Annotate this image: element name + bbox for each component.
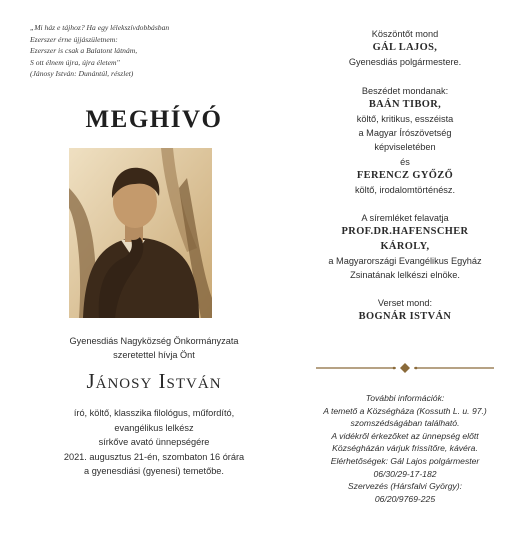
detail-line: 2021. augusztus 21-én, szombaton 16 órára xyxy=(63,451,245,462)
additional-info xyxy=(296,392,514,505)
info-line: Szervezés (Hársfalvi György): xyxy=(347,481,463,492)
greeting-intro: Köszöntőt mond xyxy=(371,29,439,39)
poem-line: Ezerszer is csak a Balatont látnám, xyxy=(30,46,138,56)
unveil-name-line: KÁROLY, xyxy=(380,240,430,252)
ornament-divider xyxy=(316,363,494,373)
info-line: A temető a Községháza (Kossuth L. u. 97.) xyxy=(323,405,487,416)
speaker2-name: FERENCZ GYŐZŐ xyxy=(356,169,454,181)
unveil-intro: A síremléket felavatja xyxy=(361,213,449,224)
greeting-speaker-name: GÁL LAJOS, xyxy=(372,42,438,54)
portrait-illustration xyxy=(69,148,212,318)
poem-line: S ott élnem újra, újra életem" xyxy=(30,57,120,67)
invitation-title: MEGHÍVÓ xyxy=(85,106,223,133)
inviter-line: Gyenesdiás Nagyközség Önkormányzata xyxy=(69,336,239,346)
info-phone: 06/30/29-17-182 xyxy=(373,468,437,479)
info-line: További információk: xyxy=(365,393,445,403)
detail-line: a gyenesdiási (gyenesi) temetőbe. xyxy=(84,466,224,477)
detail-line: evangélikus lelkész xyxy=(114,422,194,433)
speaker1-role-line: a Magyar Írószövetség xyxy=(358,128,452,139)
info-line: Elérhetőségek: Gál Lajos polgármester xyxy=(330,455,480,466)
detail-line: sírkőve avató ünnepségére xyxy=(98,437,210,448)
poem-line: Ezerszer érne újjászületnem: xyxy=(30,34,118,44)
speaker1-role-line: képviseletében xyxy=(374,142,436,153)
info-phone: 06/20/9769-225 xyxy=(374,493,436,504)
conjunction: és xyxy=(400,156,410,167)
greeting-speaker-role: Gyenesdiás polgármestere. xyxy=(348,57,462,68)
unveil-name-line: PROF.DR.HAFENSCHER xyxy=(341,226,469,238)
program-panel xyxy=(296,27,514,325)
poem-reader-intro: Verset mond: xyxy=(377,298,433,309)
speeches-intro: Beszédet mondanak: xyxy=(361,85,449,96)
speaker2-role: költő, irodalomtörténész. xyxy=(354,185,456,196)
poem-line: „Mi ház e tájhoz? Ha egy lélekszívdobbásban xyxy=(30,23,170,32)
event-details xyxy=(18,406,290,479)
speaker1-role-line: költő, kritikus, esszéista xyxy=(356,114,454,125)
info-line: A vidékről érkezőket az ünnepség előtt xyxy=(331,430,479,441)
detail-line: író, költő, klasszika filológus, műfordító, xyxy=(73,408,235,418)
inviter-line: szeretettel hívja Önt xyxy=(113,350,195,360)
poem-quote xyxy=(30,22,262,80)
poem-reader-name: BOGNÁR ISTVÁN xyxy=(358,311,452,323)
info-line: szomszédságában található. xyxy=(350,418,460,429)
unveil-role-line: Zsinatának lelkészi elnöke. xyxy=(350,270,460,281)
unveil-role-line: a Magyarországi Evangélikus Egyház xyxy=(328,255,482,266)
inviter-text xyxy=(18,334,290,362)
speaker1-name: BAÁN TIBOR, xyxy=(368,98,442,110)
left-panel xyxy=(18,22,262,477)
poem-attribution: (Jánosy István: Dunántúl, részlet) xyxy=(30,69,134,79)
portrait-photo xyxy=(69,148,212,318)
info-line: Községházán várjuk frissítőre, kávéra. xyxy=(332,443,478,454)
honoree-name: Jánosy István xyxy=(86,369,222,393)
